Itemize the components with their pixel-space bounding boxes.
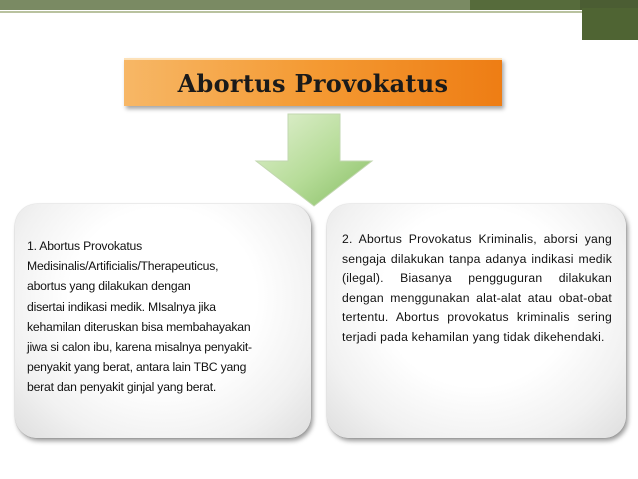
diagram-title: Abortus Provokatus — [177, 68, 449, 98]
text-line: kehamilan diteruskan bisa membahayakan — [27, 319, 251, 334]
text-line: penyakit yang berat, antara lain TBC yang — [27, 360, 247, 375]
text-line: jiwa si calon ibu, karena misalnya penyakit- — [27, 340, 252, 355]
title-box — [124, 58, 502, 106]
text-line: Medisinalis/Artificialis/Therapeuticus, — [27, 259, 219, 274]
left-box-text — [27, 236, 305, 398]
text-line: 1. Abortus Provokatus — [27, 239, 143, 253]
left-info-box — [15, 204, 311, 438]
top-bar-segment — [470, 0, 580, 10]
down-arrow-icon — [254, 113, 374, 208]
top-bar-segment — [0, 0, 470, 10]
text-line: berat dan penyakit ginjal yang berat. — [27, 380, 217, 395]
corner-accent-block — [582, 8, 638, 40]
right-info-box — [327, 204, 626, 438]
text-line: abortus yang dilakukan dengan — [27, 279, 191, 294]
top-bar-rule — [0, 11, 638, 13]
slide-top-bar — [0, 0, 638, 10]
text-line: disertai indikasi medik. MIsalnya jika — [27, 299, 216, 314]
right-box-text: 2. Abortus Provokatus Kriminalis, aborsi yang sengaja dilakukan tanpa adanya indikasi medik (ilegal). Biasanya pengguguran dilakukan dengan menggunakan alat-alat atau obat-obat tertentu. Abortus provokatus kriminalis sering terjadi pada kehamilan yang tidak dikehendaki. — [342, 232, 612, 344]
